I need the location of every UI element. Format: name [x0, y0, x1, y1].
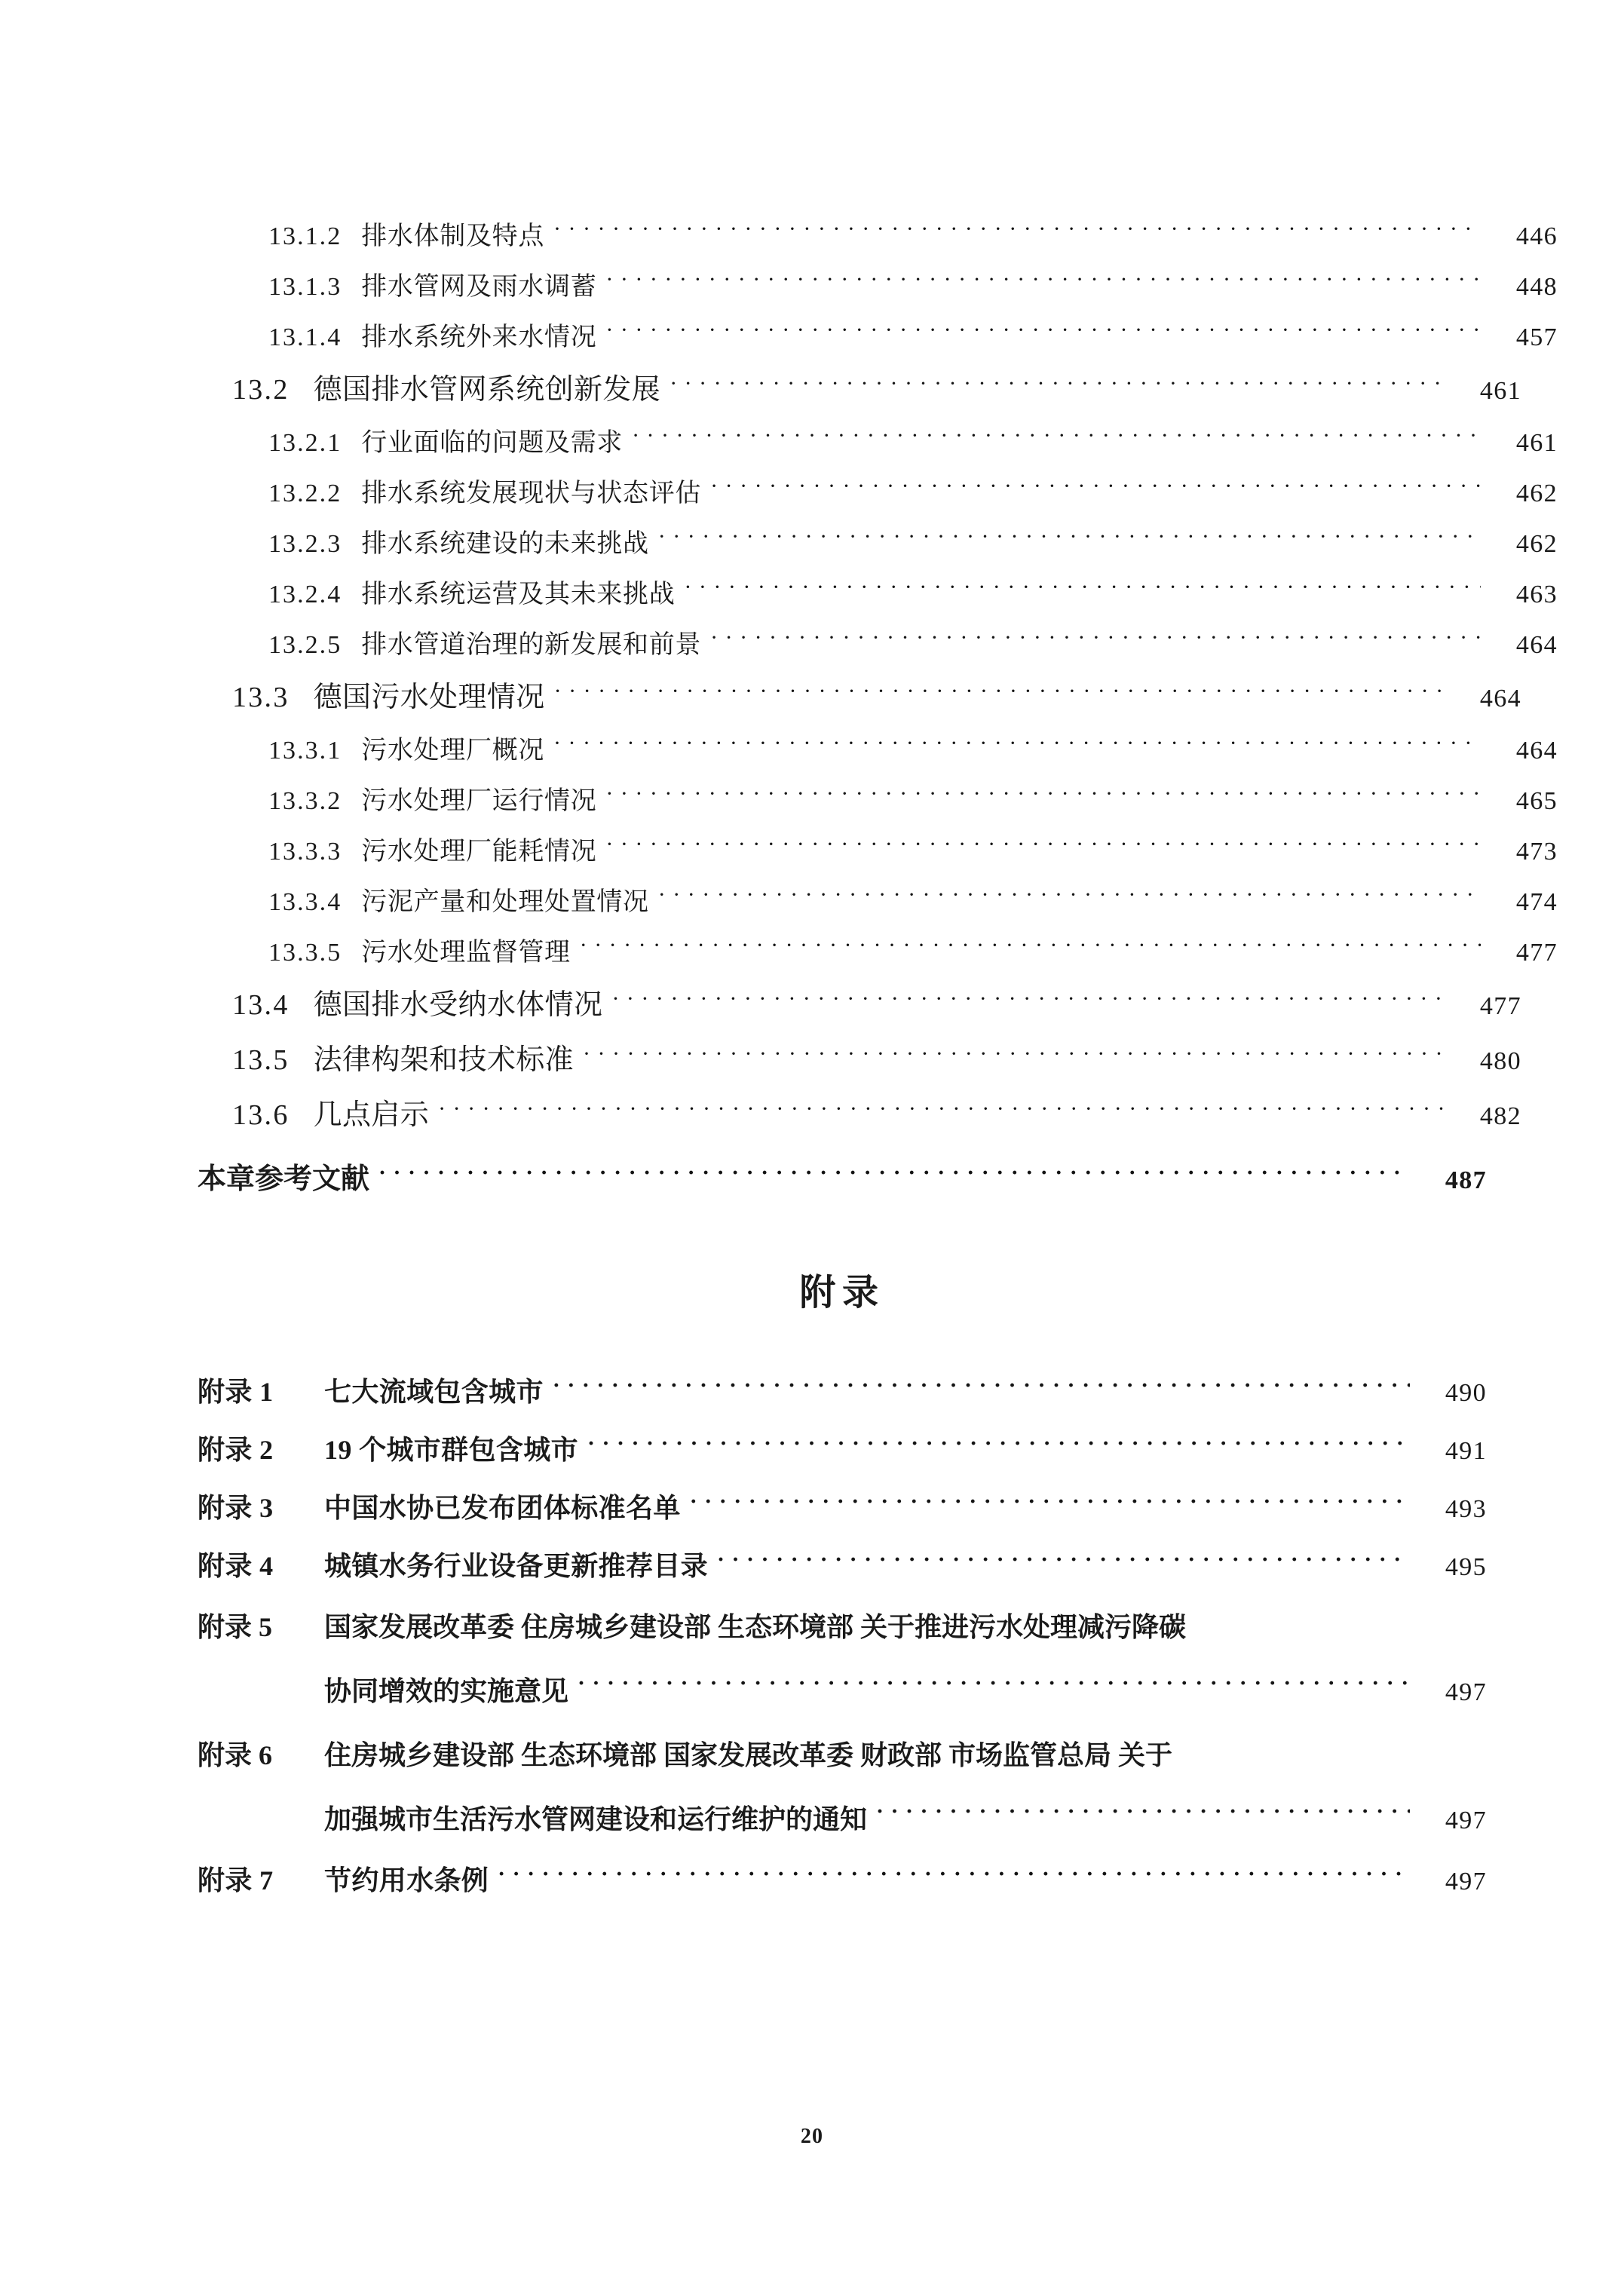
appendix-entry-title: 节约用水条例	[324, 1865, 489, 1896]
toc-entry-number: 13.2.5	[268, 631, 342, 659]
toc-entry-page: 480	[1479, 1047, 1521, 1075]
appendix-entry-page: 497	[1445, 1807, 1487, 1834]
toc-entry-title: 排水系统发展现状与状态评估	[361, 480, 702, 507]
leader-dots	[632, 425, 1481, 451]
leader-dots	[876, 1801, 1410, 1828]
appendix-entry[interactable]	[198, 1862, 1487, 1895]
toc-entry-page: 446	[1515, 222, 1558, 250]
toc-entry-number: 13.2.1	[268, 429, 342, 457]
leader-dots	[605, 320, 1481, 345]
appendix-entry[interactable]	[198, 1606, 1487, 1709]
toc-entry[interactable]	[198, 1040, 1521, 1074]
toc-entry-number: 13.2.4	[268, 581, 342, 608]
leader-dots	[710, 476, 1481, 501]
toc-entry[interactable]	[198, 935, 1558, 966]
toc-body	[198, 219, 1558, 1920]
toc-entry-page: 464	[1515, 631, 1558, 659]
toc-entry[interactable]	[198, 783, 1558, 814]
toc-entry-number: 13.3	[232, 682, 290, 713]
leader-dots	[578, 1673, 1410, 1700]
toc-entry[interactable]	[198, 678, 1521, 712]
toc-entry[interactable]	[198, 627, 1558, 658]
appendix-entry-title-line2: 协同增效的实施意见	[324, 1676, 569, 1706]
appendix-entry-label: 附录 6	[198, 1740, 273, 1770]
appendix-heading: 附录	[799, 1273, 885, 1313]
leader-dots	[690, 1490, 1410, 1517]
toc-entry-page: 462	[1515, 480, 1558, 507]
chapter-references-title: 本章参考文献	[198, 1163, 370, 1195]
appendix-entry-title: 城镇水务行业设备更新推荐目录	[324, 1551, 709, 1581]
appendix-entry[interactable]	[198, 1374, 1487, 1406]
appendix-entry-label: 附录 5	[198, 1612, 273, 1642]
leader-dots	[717, 1548, 1410, 1575]
appendix-entry-page: 497	[1445, 1868, 1487, 1896]
leader-dots	[553, 733, 1481, 759]
appendix-entry-title-line2: 加强城市生活污水管网建设和运行维护的通知	[324, 1804, 868, 1834]
toc-entry-number: 13.3.1	[268, 737, 342, 765]
toc-entry-page: 465	[1515, 787, 1558, 815]
appendix-entry-title: 19 个城市群包含城市	[324, 1435, 578, 1465]
appendix-entry-line	[198, 1734, 1487, 1773]
leader-dots	[658, 884, 1481, 910]
toc-entry-number: 13.6	[232, 1099, 290, 1131]
toc-entry-number: 13.4	[232, 989, 290, 1021]
toc-entry-number: 13.1.3	[268, 273, 342, 301]
toc-entry[interactable]	[198, 320, 1558, 351]
toc-entry-number: 13.3.4	[268, 888, 342, 916]
toc-entry-title: 行业面临的问题及需求	[361, 429, 624, 457]
leader-dots	[553, 1374, 1410, 1401]
leader-dots	[587, 1432, 1410, 1459]
toc-entry-title: 排水系统运营及其未来挑战	[361, 581, 676, 608]
toc-entry-page: 477	[1479, 992, 1521, 1020]
toc-entry-title: 德国污水处理情况	[313, 682, 545, 713]
appendix-entry[interactable]	[198, 1490, 1487, 1522]
toc-entry-title: 排水管道治理的新发展和前景	[361, 631, 702, 659]
toc-entry-number: 13.1.2	[268, 222, 342, 250]
toc-entry-title: 污泥产量和处理处置情况	[361, 888, 649, 916]
leader-dots	[438, 1096, 1445, 1124]
toc-entry-title: 污水处理厂能耗情况	[361, 838, 597, 866]
leader-dots	[553, 219, 1481, 244]
toc-entry-number: 13.2	[232, 374, 290, 406]
toc-entry-page: 461	[1479, 377, 1521, 405]
page-footer-number: 20	[800, 2125, 824, 2148]
toc-entry-page: 477	[1515, 939, 1558, 967]
toc-entry-title: 德国排水受纳水体情况	[313, 989, 603, 1021]
toc-entry[interactable]	[198, 269, 1558, 300]
leader-dots	[710, 627, 1481, 653]
toc-entry-page: 463	[1515, 581, 1558, 608]
appendix-entry-title-line1: 住房城乡建设部 生态环境部 国家发展改革委 财政部 市场监管总局 关于	[324, 1740, 1173, 1770]
toc-entry-title: 排水管网及雨水调蓄	[361, 273, 597, 301]
appendix-entry-label: 附录 1	[198, 1377, 274, 1407]
toc-entry-title: 排水系统外来水情况	[361, 323, 597, 351]
toc-entry-page: 464	[1479, 685, 1521, 713]
appendix-entry[interactable]	[198, 1734, 1487, 1837]
leader-dots	[611, 985, 1445, 1014]
toc-entry-title: 污水处理厂概况	[361, 737, 545, 765]
toc-entry-number: 13.3.5	[268, 939, 342, 967]
appendix-entry-page: 497	[1445, 1678, 1487, 1706]
appendix-entry-line	[198, 1670, 1487, 1709]
toc-entry-number: 13.2.3	[268, 530, 342, 558]
toc-entry[interactable]	[198, 425, 1558, 456]
toc-entry-page: 474	[1515, 888, 1558, 916]
appendix-entry-label: 附录 4	[198, 1551, 274, 1581]
appendix-entry-title: 中国水协已发布团体标准名单	[324, 1493, 681, 1523]
leader-dots	[580, 935, 1481, 961]
leader-dots	[583, 1040, 1445, 1069]
appendix-entry[interactable]	[198, 1548, 1487, 1580]
leader-dots	[498, 1862, 1410, 1889]
appendix-entry-page: 490	[1445, 1379, 1487, 1407]
toc-entry-title: 几点启示	[313, 1099, 430, 1131]
appendix-entry-line	[198, 1798, 1487, 1837]
toc-entry-page: 457	[1515, 323, 1558, 351]
toc-entry-number: 13.1.4	[268, 323, 342, 351]
toc-entry-title: 排水系统建设的未来挑战	[361, 530, 649, 558]
toc-entry-page: 448	[1515, 273, 1558, 301]
toc-entry-number: 13.2.2	[268, 480, 342, 507]
appendix-entry-page: 493	[1445, 1495, 1487, 1523]
toc-entry[interactable]	[198, 884, 1558, 915]
appendix-entry-page: 495	[1445, 1553, 1487, 1581]
chapter-references-page: 487	[1445, 1166, 1487, 1194]
toc-entry-page: 464	[1515, 737, 1558, 765]
toc-entry[interactable]	[198, 476, 1558, 507]
toc-entry[interactable]	[198, 370, 1521, 404]
appendix-entry-title-line1: 国家发展改革委 住房城乡建设部 生态环境部 关于推进污水处理减污降碳	[324, 1612, 1187, 1642]
toc-entry-number: 13.3.2	[268, 787, 342, 815]
toc-entry[interactable]	[198, 1096, 1521, 1129]
appendix-entry-label: 附录 3	[198, 1493, 274, 1523]
appendix-entry-label: 附录 2	[198, 1435, 274, 1465]
toc-entry-page: 473	[1515, 838, 1558, 866]
appendix-entry-page: 491	[1445, 1437, 1487, 1465]
leader-dots	[684, 577, 1481, 602]
leader-dots	[605, 783, 1481, 809]
appendix-entry[interactable]	[198, 1432, 1487, 1464]
leader-dots	[605, 834, 1481, 860]
leader-dots	[658, 526, 1481, 552]
toc-entry[interactable]	[198, 834, 1558, 865]
chapter-references-entry[interactable]	[198, 1160, 1487, 1194]
appendix-entry-label: 附录 7	[198, 1865, 274, 1896]
toc-entry-title: 德国排水管网系统创新发展	[313, 374, 661, 406]
toc-entry[interactable]	[198, 733, 1558, 764]
toc-entry[interactable]	[198, 526, 1558, 557]
toc-entry[interactable]	[198, 577, 1558, 608]
leader-dots	[605, 269, 1481, 295]
leader-dots	[378, 1160, 1410, 1188]
toc-entry-title: 法律构架和技术标准	[313, 1044, 575, 1076]
toc-entry-page: 462	[1515, 530, 1558, 558]
leader-dots	[670, 370, 1445, 399]
toc-entry-page: 461	[1515, 429, 1558, 457]
leader-dots	[554, 678, 1445, 706]
appendix-entry-title: 七大流域包含城市	[324, 1377, 544, 1407]
toc-entry-number: 13.3.3	[268, 838, 342, 866]
toc-entry[interactable]	[198, 985, 1521, 1019]
toc-entry-title: 污水处理监督管理	[361, 939, 571, 967]
toc-entry-number: 13.5	[232, 1044, 290, 1076]
toc-entry-title: 排水体制及特点	[361, 222, 545, 250]
appendix-entry-line	[198, 1606, 1487, 1644]
toc-entry[interactable]	[198, 219, 1558, 250]
toc-entry-title: 污水处理厂运行情况	[361, 787, 597, 815]
toc-entry-page: 482	[1479, 1102, 1521, 1130]
